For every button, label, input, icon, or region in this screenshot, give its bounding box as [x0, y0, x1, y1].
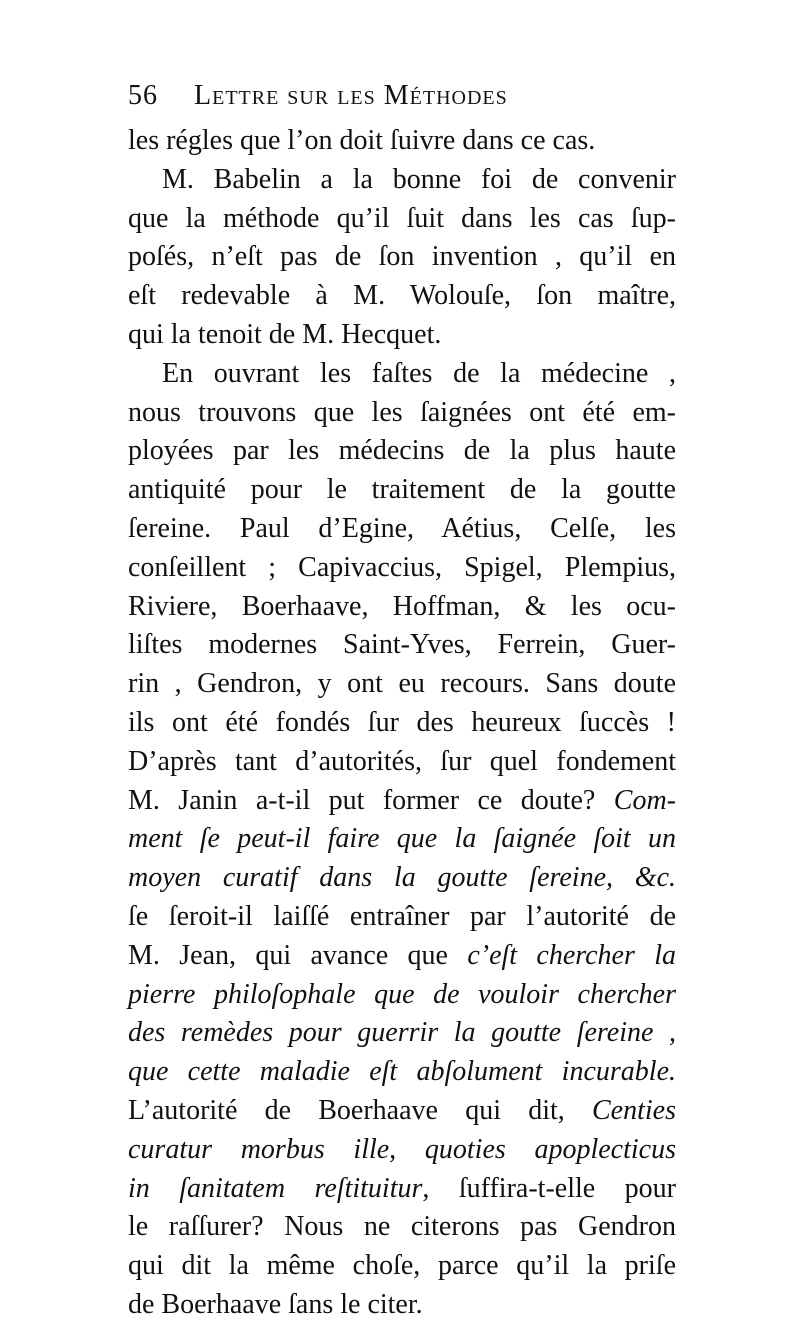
text-segment: de Boerhaave ſans le citer.	[128, 1288, 423, 1320]
text-line	[128, 626, 676, 665]
italic-text-segment: moyen curatif dans la goutte ſereine, &c.	[128, 862, 676, 894]
text-line	[128, 859, 676, 898]
text-line	[128, 238, 676, 277]
text-line	[128, 277, 676, 316]
text-line	[128, 355, 676, 394]
text-segment: L’autorité de Boerhaave qui dit,	[128, 1094, 592, 1126]
italic-text-segment: pierre philoſophale que de vouloir chercher	[128, 978, 676, 1010]
text-line	[128, 1208, 676, 1247]
text-line	[128, 394, 676, 433]
text-segment: les régles que l’on doit ſuivre dans ce cas.	[128, 125, 596, 156]
text-line	[128, 976, 676, 1015]
text-line	[128, 549, 676, 588]
text-line	[128, 704, 676, 743]
italic-text-segment: Com-	[613, 784, 676, 816]
text-segment: ployées par les médecins de la plus haute	[128, 435, 676, 467]
running-header	[128, 80, 668, 120]
text-segment: Riviere, Boerhaave, Hoffman, & les ocu-	[128, 590, 676, 622]
text-segment: M. Janin a-t-il put former ce doute?	[128, 784, 614, 816]
text-segment: poſés, n’eſt pas de ſon invention , qu’il en	[128, 241, 676, 273]
italic-text-segment: des remèdes pour guerrir la goutte ſereine ,	[128, 1017, 676, 1049]
text-line	[128, 1170, 676, 1209]
italic-text-segment: in ſanitatem reſtituitur	[128, 1172, 423, 1204]
text-line	[128, 743, 676, 782]
text-line	[128, 161, 676, 200]
italic-text-segment: ment ſe peut-il faire que la ſaignée ſoit un	[128, 823, 676, 855]
text-line	[128, 937, 676, 976]
text-line	[128, 316, 676, 355]
text-line	[128, 898, 676, 937]
text-line	[128, 1053, 676, 1092]
page-number: 56	[128, 80, 158, 111]
text-segment: qui la tenoit de M. Hecquet.	[128, 318, 442, 350]
text-line	[128, 1014, 676, 1053]
italic-text-segment: Centies	[592, 1094, 676, 1126]
text-segment: qui dit la même choſe, parce qu’il la priſe	[128, 1250, 676, 1282]
text-segment: antiquité pour le traitement de la goutte	[128, 474, 676, 506]
text-segment: le raſſurer? Nous ne citerons pas Gendron	[128, 1211, 676, 1243]
text-segment: ſe ſeroit-il laiſſé entraîner par l’autorité de	[128, 900, 676, 932]
text-line	[128, 588, 676, 627]
text-segment: D’après tant d’autorités, ſur quel fondement	[128, 745, 676, 777]
text-line	[128, 1286, 676, 1325]
text-segment: M. Jean, qui avance que	[128, 939, 468, 971]
text-line	[128, 471, 676, 510]
text-segment: M. Babelin a la bonne foi de convenir	[162, 163, 676, 195]
italic-text-segment: c’eſt chercher la	[467, 939, 676, 971]
text-segment: conſeillent ; Capivaccius, Spigel, Plempius,	[128, 551, 676, 583]
text-line	[128, 665, 676, 704]
text-segment: , ſuffira-t-elle pour	[422, 1172, 676, 1204]
text-line	[128, 200, 676, 239]
text-segment: nous trouvons que les ſaignées ont été em-	[128, 396, 676, 428]
text-segment: que la méthode qu’il ſuit dans les cas ſup-	[128, 202, 676, 234]
text-line	[128, 820, 676, 859]
text-segment: ſereine. Paul d’Egine, Aétius, Celſe, les	[128, 512, 676, 544]
text-segment: liſtes modernes Saint-Yves, Ferrein, Guer-	[128, 629, 676, 661]
text-line	[128, 1092, 676, 1131]
text-line	[128, 122, 676, 161]
body-text	[128, 122, 676, 1325]
text-line	[128, 782, 676, 821]
text-line	[128, 1247, 676, 1286]
text-segment: rin , Gendron, y ont eu recours. Sans doute	[128, 668, 676, 700]
text-segment: En ouvrant les faſtes de la médecine ,	[162, 357, 676, 389]
text-segment: ils ont été fondés ſur des heureux ſuccès !	[128, 706, 676, 738]
text-line	[128, 432, 676, 471]
running-title: Lettre sur les Méthodes	[194, 80, 508, 111]
text-line	[128, 510, 676, 549]
text-segment: eſt redevable à M. Wolouſe, ſon maître,	[128, 280, 676, 312]
italic-text-segment: curatur morbus ille, quoties apoplecticus	[128, 1133, 676, 1165]
text-line	[128, 1131, 676, 1170]
italic-text-segment: que cette maladie eſt abſolument incurable.	[128, 1056, 676, 1088]
